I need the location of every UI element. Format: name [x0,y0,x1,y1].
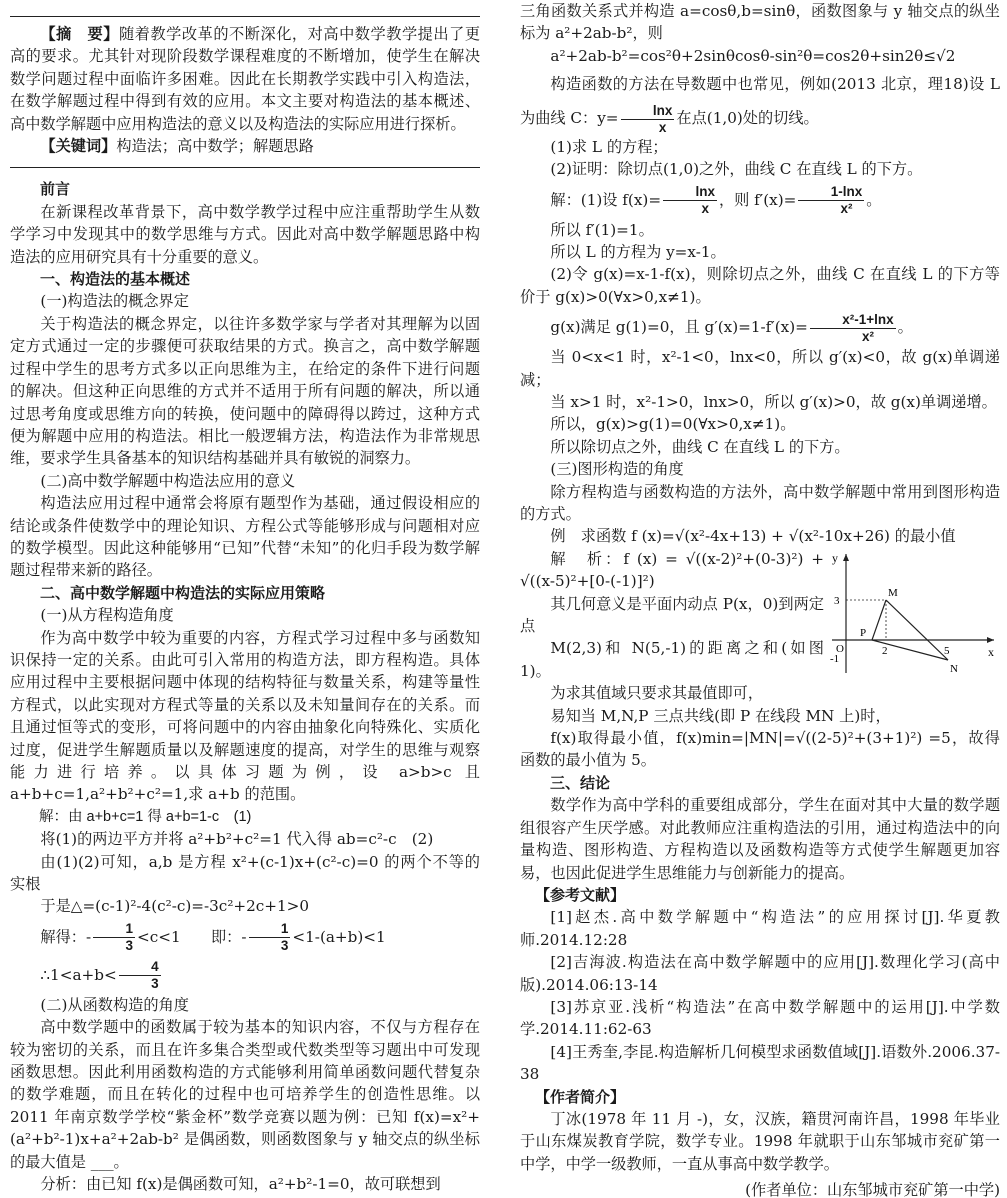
point-N-label: N [950,662,958,675]
frac-num: lnx [621,103,675,120]
fraction-four-thirds [119,959,161,992]
answer-8: 所以，g(x)>g(1)=0(∀x>0,x≠1)。 [550,415,796,434]
question-1: (1)求 L 的方程； [550,137,668,156]
frac-num: 4 [119,959,161,976]
section-2-1-title: (一)从方程构造角度 [40,606,174,625]
y-axis-arrow [843,554,849,561]
answer-9: 所以除切点之外，曲线 C 在直线 L 的下方。 [550,437,850,456]
frac-den: 3 [125,938,133,954]
top-rule [10,16,480,17]
frac-den: 3 [280,938,289,954]
solution-line-6 [10,956,480,994]
answer-2: 所以 f′(1)=1。 [550,220,654,239]
solution-line-2: 将(1)的两边平方并将 a²+b²+c²=1 代入得 ab=c²-c (2) [40,830,434,849]
solution-line-1: 解：由 a+b+c=1 得 a+b=1-c (1) [39,808,252,825]
answer-1 [520,181,1000,219]
fraction-g-derivative [810,312,896,345]
question-2: (2)证明：除切点(1,0)之外，曲线 C 在直线 L 的下方。 [550,160,923,179]
a5-a: g(x)满足 g(1)=0，且 g′(x)=1-f′(x)= [550,318,808,337]
section-2-2-title: (二)从函数构造的角度 [40,995,189,1014]
tick-label-5: 5 [944,644,950,657]
frac-num: lnx [663,184,717,201]
fraction-derivative [798,184,864,217]
reference-item: [1]赵杰.高中数学解题中“构造法”的应用探讨[J].华夏教师.2014.12:28 [520,908,1000,949]
example-geometry: 其几何意义是平面内动点 P(x，0)到两定点 [520,594,824,636]
solution-line-3: 由(1)(2)可知，a,b 是方程 x²+(c-1)x+(c²-c)=0 的两个不等的实根 [10,852,480,894]
reference-item: [3]苏京亚.浅析“构造法”在高中数学解题中的运用[J].中学数学.2014.11:62-63 [520,997,1000,1039]
sol6-a: ∴1<a+b< [40,965,117,984]
p2-text: 构造函数的方法在导数题中也常见，例如(2013 北京，理18)设 L 为曲线 C：y= [520,75,1000,128]
section-2-1-text: 作为高中数学中较为重要的内容，方程式学习过程中多与函数知识保持一定的关系。由此可引入常用的构造方法，即方程构造。具体应用过程中主要根据问题中体现的结构特征与数量关系，构建等量性方程式，以此实现对方程式等量的关系以及未知量间存在的关系。而且通过恒等式的变形，可将问题中的内容由抽象化向特殊化、实质化过度，促进学生解题质量以及解题速度的提高，对学生的思维与观察能力进行培养。以具体习题为例，设 a>b>c 且 a+b+c=1,a²+b²+c²=1,求 a+b 的范围。 [10,628,480,804]
example-result: f(x)取得最小值，f(x)min=|MN|=√((2-5)²+(3+1)²) =5，故得函数的最小值为 5。 [520,729,1000,770]
section-2-3-title: (三)图形构造的角度 [550,460,684,479]
abstract-rule [10,167,480,168]
preface-title: 前言 [40,180,71,199]
section-1-title: 一、构造法的基本概述 [40,270,191,289]
answer-7: 当 x>1 时，x²-1>0，lnx>0，所以 g′(x)>0，故 g(x)单调递增。 [550,392,997,411]
sol5-b: <c<1 即：- [137,927,247,946]
answer-3: 所以 L 的方程为 y=x-1。 [550,242,726,261]
a5-b: 。 [897,318,913,337]
right-column [520,0,1000,1198]
example-analysis: 解 析：f (x) = √((x-2)²+(0-3)²) + √((x-5)²+[0-(-1)]²) [520,549,824,591]
answer-6: 当 0<x<1 时，x²-1<0，lnx<0，所以 g′(x)<0，故 g(x)单调递减； [520,348,1000,389]
example-collinear: 易知当 M,N,P 三点共线(即 P 在线段 MN 上)时， [550,706,891,725]
y-axis-label: y [832,550,838,565]
affiliation: (作者单位：山东邹城市兖矿第一中学) [745,1181,1000,1198]
references-title: 【参考文献】 [535,885,626,904]
reference-item: [4]王秀奎,李昆.构造解析几何模型求函数值域[J].语数外.2006.37-38 [520,1042,1000,1084]
example-question: 例 求函数 f (x)=√(x²-4x+13) + √(x²-10x+26) 的最小值 [550,527,956,546]
section-2-title: 二、高中数学解题中构造法的实际应用策略 [40,583,326,602]
right-p1: 三角函数关系式并构造 a=cosθ,b=sinθ，函数图象与 y 轴交点的纵坐标为 a²+2ab-b²，则 [520,2,1000,43]
abstract-text: 随着教学改革的不断深化，对高中数学教学提出了更高的要求。尤其针对现阶段数学课程难度的不断增加，使学生在解决数学问题过程中面临许多困难。因此在长期教学实践中引入构造法，在数学解题过程中得到有效的应用。本文主要对构造法的基本概述、高中数学解题中应用构造法的意义以及构造法的实际应用进行探析。 [10,25,480,133]
frac-den: x [658,119,667,135]
keywords-label: 【关键词】 [40,137,117,156]
segment-MN [886,600,948,660]
section-3-text: 数学作为高中学科的重要组成部分，学生在面对其中大量的数学题组很容产生厌学感。对此教师应注重构造法的引用，通过构造法中的向量构造、图形构造、方程构造以及函数构造等方式使学生解题更加容易，也因此促进学生思维能力与创新能力的提高。 [520,796,1000,882]
point-M-label: M [888,586,898,599]
answer-4: (2)令 g(x)=x-1-f(x)，则除切点之外，曲线 C 在直线 L 的下方等价于 g(x)>0(∀x>0,x≠1)。 [520,265,1000,306]
p2-end: 在点(1,0)处的切线。 [676,109,819,128]
tick-label-neg1: -1 [830,652,840,665]
sol5-c: <1-(a+b)<1 [292,927,386,946]
frac-num: 1 [93,921,135,938]
section-2-2-text: 高中数学题中的函数属于较为基本的知识内容，不仅与方程存在较为密切的关系，而且在许多集合类型或代数类型等习题出中可发现函数思想。因此利用函数构造的方式能够利用简单函数问题代替复杂的数学难题，而且在转化的过程中也可培养学生的创造性思维。以 2011 年南京数学学校“紫金杯”数学竞赛以题为例：已知 f(x)=x²+(a²+b²-1)x+a²+2ab-b² 是偶函数，则函数图象与 y 轴交点的纵坐标的最大值是 ___。 [10,1018,480,1171]
example-range: 为求其值域只要求其最值即可， [550,684,764,703]
section-2-3-text: 除方程构造与函数构造的方法外，高中数学解题中常用到图形构造的方式。 [520,482,1000,523]
section-3-title: 三、结论 [550,773,611,792]
abstract-label: 【摘 要】 [40,25,119,43]
fraction-lnx-x [621,103,675,136]
references-list [520,906,1000,1085]
author-bio: 丁冰(1978 年 11 月 -)，女，汉族，籍贯河南许昌，1998 年毕业于山东煤炭教育学院，数学专业。1998 年就职于山东邹城市兖矿第一中学，中学一级教师，一直从事高中数学教学。 [520,1109,1000,1173]
section-1-2-text: 构造法应用过程中通常会将原有题型作为基础，通过假设相应的结论或条件使数学中的理论知识、方程公式等能够形成与问题相对应的数学模型。因此这种能够用“已知”代替“未知”的化归手段为数学解题过程带来新的路径。 [10,494,480,580]
reference-item: [2]吉海波.构造法在高中数学解题中的应用[J].数理化学习(高中版).2014.06:13-14 [520,953,1000,994]
tick-label-2: 2 [882,644,888,657]
fraction-one-third [93,921,135,954]
segment-PM [872,600,886,640]
tick-label-3: 3 [834,594,840,607]
frac-num: x²-1+lnx [810,312,896,329]
frac-den: x² [840,201,853,217]
sol5-a: 解得：- [40,927,92,946]
keywords-text: 构造法；高中数学；解题思路 [116,137,314,156]
keywords [10,135,480,157]
frac-den: 3 [151,976,159,992]
a1-a: 解：(1)设 f(x)= [550,190,662,209]
right-p2 [520,67,1000,136]
left-column [10,0,480,1198]
preface-text: 在新课程改革背景下，高中数学教学过程中应注重帮助学生从数学学习中发现其中的数学思维与方式。因此对高中数学解题思路中构造法的应用研究具有十分重要的意义。 [10,202,480,266]
figure-1-diagram [824,548,1000,678]
frac-den: x² [861,328,874,344]
section-2-2-solution: 分析：由已知 f(x)是偶函数可知，a²+b²-1=0，故可联想到 [40,1175,441,1194]
solution-line-4: 于是△=(c-1)²-4(c²-c)=-3c²+2c+1>0 [40,897,310,916]
frac-den: x [701,201,709,217]
point-P-label: P [860,626,867,639]
figure-block [520,548,1000,682]
section-1-1-text: 关于构造法的概念界定，以往许多数学家与学者对其理解为以固定方式通过一定的步骤便可获取结果的方式。换言之，高中数学解题过程中学生的思考方式多以正向思维为主，在给定的条件下进行问题的解决。但这种正向思维的方式并不适用于所有问题的解决，所以通过思考角度或思维方向的转换，使问题中的障碍得以跨过，这种方式便为解题中应用的构造法。相比一般逻辑方法，构造法作为非常规思维，要求学生具备基本的知识结构基础并具有敏锐的洞察力。 [10,314,480,468]
origin-label: O [836,642,844,655]
x-axis-arrow [987,637,994,643]
answer-5 [520,308,1000,346]
x-axis-label: x [988,644,994,659]
equation-trig: a²+2ab-b²=cos²θ+2sinθcosθ-sin²θ=cos2θ+sin2θ≤√2 [550,46,956,65]
solution-line-5 [10,918,480,956]
a1-c: 。 [866,190,882,209]
frac-num: 1-lnx [798,184,864,201]
fraction-one-third-2 [249,921,291,954]
author-title: 【作者简介】 [535,1087,626,1106]
frac-num: 1 [249,921,291,938]
a1-b: ，则 f′(x)= [718,190,797,209]
example-points: M(2,3)和 N(5,-1)的距离之和(如图 1)。 [520,639,824,680]
section-1-2-title: (二)高中数学解题中构造法应用的意义 [40,471,296,490]
section-1-1-title: (一)构造法的概念界定 [40,292,189,311]
figure-side-text [520,548,824,682]
abstract [10,23,480,135]
fraction-lnx-x-2 [663,184,717,217]
